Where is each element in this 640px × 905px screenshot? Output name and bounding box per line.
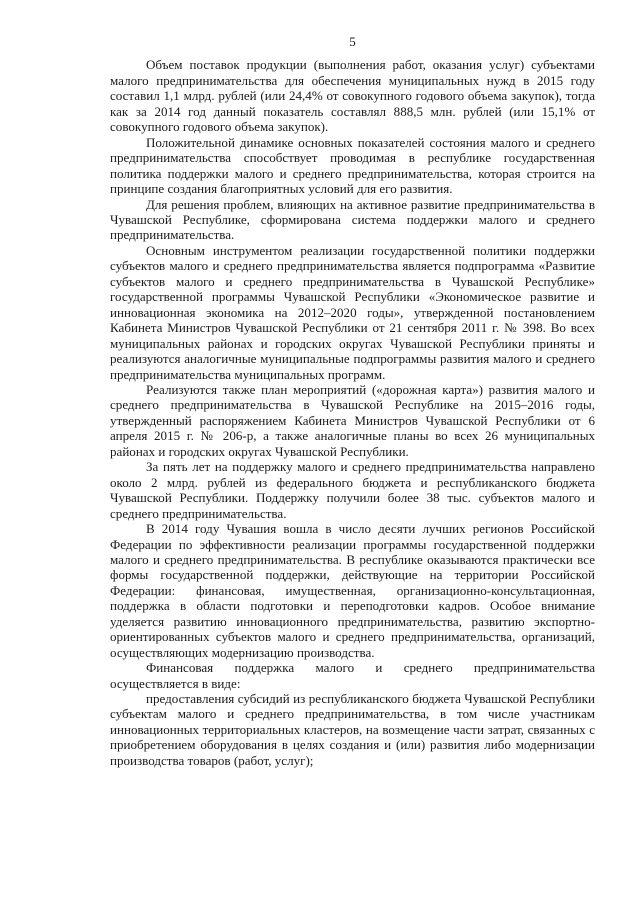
paragraph-4: Основным инструментом реализации государственной политики поддержки субъектов малого и среднего предпринимательства является подпрограмма «Развитие субъектов малого и среднего предпринимательства в Чувашской Республике» государственной программы Чувашской Республики «Экономическое развитие и инновационная экономика на 2012–2020 годы», утвержденной постановлением Кабинета Министров Чувашской Республики от 21 сентября 2011 г. № 398. Во всех муниципальных районах и городских округах Чувашской Республики приняты и реализуются аналогичные муниципальные подпрограммы развития малого и среднего предпринимательства муниципальных программ. xyxy=(110,242,595,382)
document-page xyxy=(110,34,595,768)
paragraph-7: В 2014 году Чувашия вошла в число десяти лучших регионов Российской Федерации по эффективности реализации программы государственной поддержки малого и среднего предпринимательства. В республике оказываются практически все формы государственной поддержки, действующие на территории Российской Федерации: финансовая, имущественная, организационно-консультационная, поддержка в области подготовки и переподготовки кадров. Особое внимание уделяется развитию инновационного предпринимательства, развитию экспортно-ориентированных субъектов малого и среднего предпринимательства, организаций, осуществляющих модернизацию производства. xyxy=(110,521,595,660)
paragraph-9: предоставления субсидий из республиканского бюджета Чувашской Республики субъектам малого и среднего предпринимательства, в том числе участникам инновационных территориальных кластеров, на возмещение части затрат, связанных с приобретением оборудования в целях создания и (или) развития либо модернизации производства товаров (работ, услуг); xyxy=(110,691,595,768)
paragraph-5: Реализуются также план мероприятий («дорожная карта») развития малого и среднего предпринимательства в Чувашской Республике на 2015–2016 годы, утвержденный распоряжением Кабинета Министров Чувашской Республики от 6 апреля 2015 г. № 206-р, а также аналогичные планы во всех 26 муниципальных районах и городских округах Чувашской Республики. xyxy=(110,381,595,459)
page-number: 5 xyxy=(349,34,356,49)
paragraph-2: Положительной динамике основных показателей состояния малого и среднего предпринимательства способствует проводимая в республике государственная политика поддержки малого и среднего предпринимательства, которая строится на принципе создания благоприятных условий для его развития. xyxy=(110,134,595,197)
paragraph-1: Объем поставок продукции (выполнения работ, оказания услуг) субъектами малого предпринимательства для обеспечения муниципальных нужд в 2015 году составил 1,1 млрд. рублей (или 24,4% от совокупного годового объема закупок), тогда как за 2014 год данный показатель составлял 888,5 млн. рублей (или 15,1% от совокупного годового объема закупок). xyxy=(110,57,595,135)
paragraph-8: Финансовая поддержка малого и среднего предпринимательства осуществляется в виде: xyxy=(110,660,595,691)
paragraph-3: Для решения проблем, влияющих на активное развитие предпринимательства в Чувашской Республике, сформирована система поддержки малого и среднего предпринимательства. xyxy=(110,196,595,243)
paragraph-6: За пять лет на поддержку малого и среднего предпринимательства направлено около 2 млрд. рублей из федерального бюджета и республиканского бюджета Чувашской Республики. Поддержку получили более 38 тыс. субъектов малого и среднего предпринимательства. xyxy=(110,459,595,521)
